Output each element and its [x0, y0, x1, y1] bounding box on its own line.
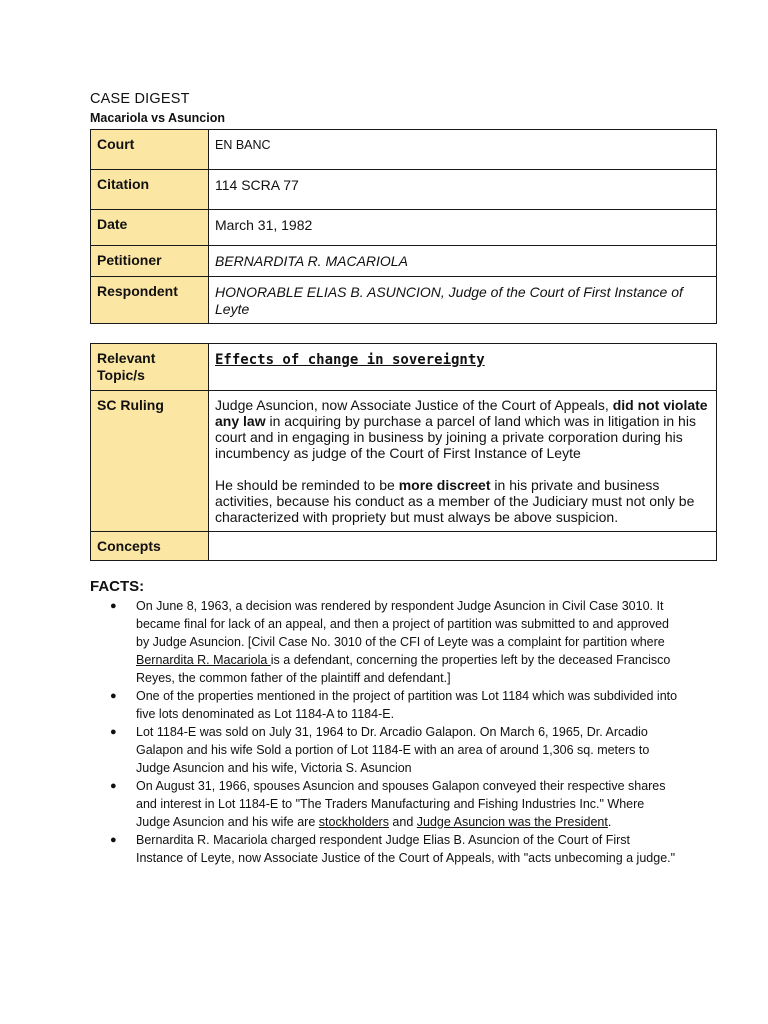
- petitioner-value: BERNARDITA R. MACARIOLA: [209, 246, 717, 277]
- petitioner-label: Petitioner: [91, 246, 209, 277]
- respondent-label: Respondent: [91, 277, 209, 324]
- court-label: Court: [91, 130, 209, 170]
- case-name: Macariola vs Asuncion: [90, 111, 225, 125]
- fact-underlined: Judge Asuncion was the President: [416, 815, 608, 829]
- fact-underlined: stockholders: [318, 815, 389, 829]
- ruling-label: SC Ruling: [91, 391, 209, 532]
- citation-label: Citation: [91, 170, 209, 210]
- ruling-table: [90, 343, 717, 561]
- fact-text: is a defendant, concerning the properties left by the deceased Francisco Reyes, the common father of the plaintiff and defendant.]: [136, 653, 671, 685]
- bullet-icon: ●: [110, 600, 117, 612]
- petitioner-row: [91, 246, 717, 277]
- fact-text: Lot 1184-E was sold on July 31, 1964 to Dr. Arcadio Galapon. On March 6, 1965, Dr. Arcadio Galapon and his wife Sold a portion of Lot 1184-E with an area of around 1,306 sq. meters to Judge Asuncion and his wife, Victoria S. Asuncion: [136, 725, 650, 775]
- fact-underlined: Bernardita R. Macariola: [136, 653, 271, 667]
- ruling-value: [209, 391, 717, 532]
- ruling-paragraph: [215, 397, 710, 461]
- topic-label: Relevant Topic/s: [91, 344, 209, 391]
- ruling-text: Judge Asuncion, now Associate Justice of the Court of Appeals,: [215, 397, 613, 413]
- list-item: [110, 831, 680, 867]
- fact-text: One of the properties mentioned in the project of partition was Lot 1184 which was subdivided into five lots denominated as Lot 1184-A to 1184-E.: [136, 689, 678, 721]
- bullet-icon: ●: [110, 726, 117, 738]
- concepts-row: [91, 532, 717, 561]
- citation-value: 114 SCRA 77: [209, 170, 717, 210]
- list-item: [110, 687, 680, 723]
- case-info-table: [90, 129, 717, 324]
- bullet-icon: ●: [110, 690, 117, 702]
- ruling-emphasis: more discreet: [398, 477, 491, 493]
- concepts-label: Concepts: [91, 532, 209, 561]
- fact-text: On June 8, 1963, a decision was rendered by respondent Judge Asuncion in Civil Case 3010. It became final for lack of an appeal, and then a project of partition was submitted to and approved by Judge Asuncion. [Civil Case No. 3010 of the CFI of Leyte was a complaint for partition where: [136, 599, 669, 649]
- list-item: [110, 723, 680, 777]
- citation-row: [91, 170, 717, 210]
- ruling-text: in acquiring by purchase a parcel of land which was in litigation in his court and in engaging in business by joining a private corporation during his incumbency as judge of the Court of First Instance of Leyte: [215, 413, 696, 461]
- court-row: [91, 130, 717, 170]
- date-label: Date: [91, 210, 209, 246]
- respondent-row: [91, 277, 717, 324]
- ruling-text: in his private and business activities, because his conduct as a member of the Judiciary must not only be characterized with propriety but must always be above suspicion.: [215, 477, 695, 525]
- fact-text: and: [388, 815, 417, 829]
- bullet-icon: ●: [110, 834, 117, 846]
- list-item: [110, 597, 680, 687]
- ruling-emphasis: did not violate any law: [215, 397, 708, 429]
- concepts-value: [209, 532, 717, 561]
- respondent-value: HONORABLE ELIAS B. ASUNCION, Judge of the Court of First Instance of Leyte: [209, 277, 717, 324]
- facts-list: [110, 597, 680, 867]
- court-value: EN BANC: [209, 130, 717, 170]
- facts-heading: FACTS:: [90, 578, 145, 595]
- bullet-icon: ●: [110, 780, 117, 792]
- ruling-paragraph: [215, 477, 710, 525]
- date-row: [91, 210, 717, 246]
- fact-text: .: [607, 815, 612, 829]
- fact-text: Bernardita R. Macariola charged respondent Judge Elias B. Asuncion of the Court of First Instance of Leyte, now Associate Justice of the Court of Appeals, with "acts unbecoming a judge.": [136, 833, 676, 865]
- fact-text: On August 31, 1966, spouses Asuncion and spouses Galapon conveyed their respective shares and interest in Lot 1184-E to "The Traders Manufacturing and Fishing Industries Inc." Where Judge Asuncion and his wife are: [136, 779, 666, 829]
- date-value: March 31, 1982: [209, 210, 717, 246]
- list-item: [110, 777, 680, 831]
- ruling-row: [91, 391, 717, 532]
- topic-row: [91, 344, 717, 391]
- ruling-text: He should be reminded to be: [215, 477, 399, 493]
- page-title: CASE DIGEST: [90, 91, 190, 107]
- topic-value: Effects of change in sovereignty: [209, 344, 717, 391]
